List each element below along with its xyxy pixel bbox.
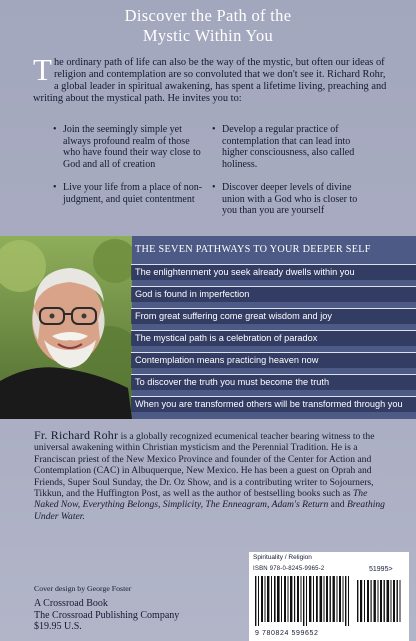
author-portrait-illustration (0, 236, 132, 419)
bio-and: and (328, 499, 347, 511)
pathway-item: Contemplation means practicing heaven now (131, 352, 416, 368)
publisher-name: The Crossroad Publishing Company (34, 609, 180, 621)
barcode-number: 9 780824 599652 (255, 630, 319, 637)
pathway-item: The mystical path is a celebration of paradox (131, 330, 416, 346)
cover-design-credit: Cover design by George Foster (34, 584, 132, 593)
author-photo (0, 236, 132, 419)
headline-line-2: Mystic Within You (142, 26, 274, 45)
publisher-block (34, 598, 179, 633)
drop-cap: T (33, 52, 52, 87)
headline (0, 6, 416, 46)
price: $19.95 U.S. (34, 621, 82, 632)
pathway-item: When you are transformed others will be transformed through you (131, 396, 416, 412)
intro-text: he ordinary path of life can also be the way of the mystic, but often our ideas of religion and contemplation are so convoluted that we don't see it. Richard Rohr, a global leader in spiritual awakening, has spent a lifetime living, preaching and writing about the mystical path. He invites you to: (33, 57, 387, 104)
author-bio (34, 430, 394, 522)
intro-paragraph (33, 52, 388, 105)
bullet-item: • Discover deeper levels of divine union with a God who is closer to you than you are yourself (212, 182, 372, 217)
book-titles: The Naked Now, Everything Belongs, Simplicity, The Enneagram, Adam's Return (34, 488, 368, 511)
category-label: Spirituality / Religion (253, 554, 312, 561)
bullet-item: • Join the seemingly simple yet always profound realm of those who have found their way close to God and all of creation (53, 124, 203, 170)
pathway-item: To discover the truth you must become the truth (131, 374, 416, 390)
pathway-item: From great suffering come great wisdom and joy (131, 308, 416, 324)
pathway-item: God is found in imperfection (131, 286, 416, 302)
bullet-item: • Live your life from a place of non-judgment, and quiet contentment (53, 182, 203, 205)
book-title-last: Breathing Under Water. (34, 499, 385, 522)
pathway-item: The enlightenment you seek already dwells within you (131, 264, 416, 280)
bullet-item: • Develop a regular practice of contemplation that can lead into higher consciousness, also called holiness. (212, 124, 372, 170)
barcode-bars (251, 576, 407, 628)
barcode-box (249, 552, 409, 641)
isbn-label: ISBN 978-0-8245-9965-2 (253, 566, 325, 572)
headline-line-1: Discover the Path of the (124, 6, 292, 25)
bio-text: is a globally recognized ecumenical teacher bearing witness to the universal awakening within Christian mysticism and the Perennial Tradition. He is a Franciscan priest of the New Mexico Province and founder of the Center for Action and Contemplation (CAC) in Albuquerque, New Mexico. He has been a guest on Oprah and Friends, Super Soul Sunday, the Dr. Oz Show, and is a contributing writer to Sojourners, Tikkun, and the Huffington Post, as well as the author of bestselling books such as (34, 431, 375, 500)
author-name: Fr. Richard Rohr (34, 428, 119, 442)
price-code: 51995> (369, 566, 393, 573)
seven-pathways-title: THE SEVEN PATHWAYS TO YOUR DEEPER SELF (135, 244, 371, 255)
publisher-imprint: A Crossroad Book (34, 598, 108, 609)
